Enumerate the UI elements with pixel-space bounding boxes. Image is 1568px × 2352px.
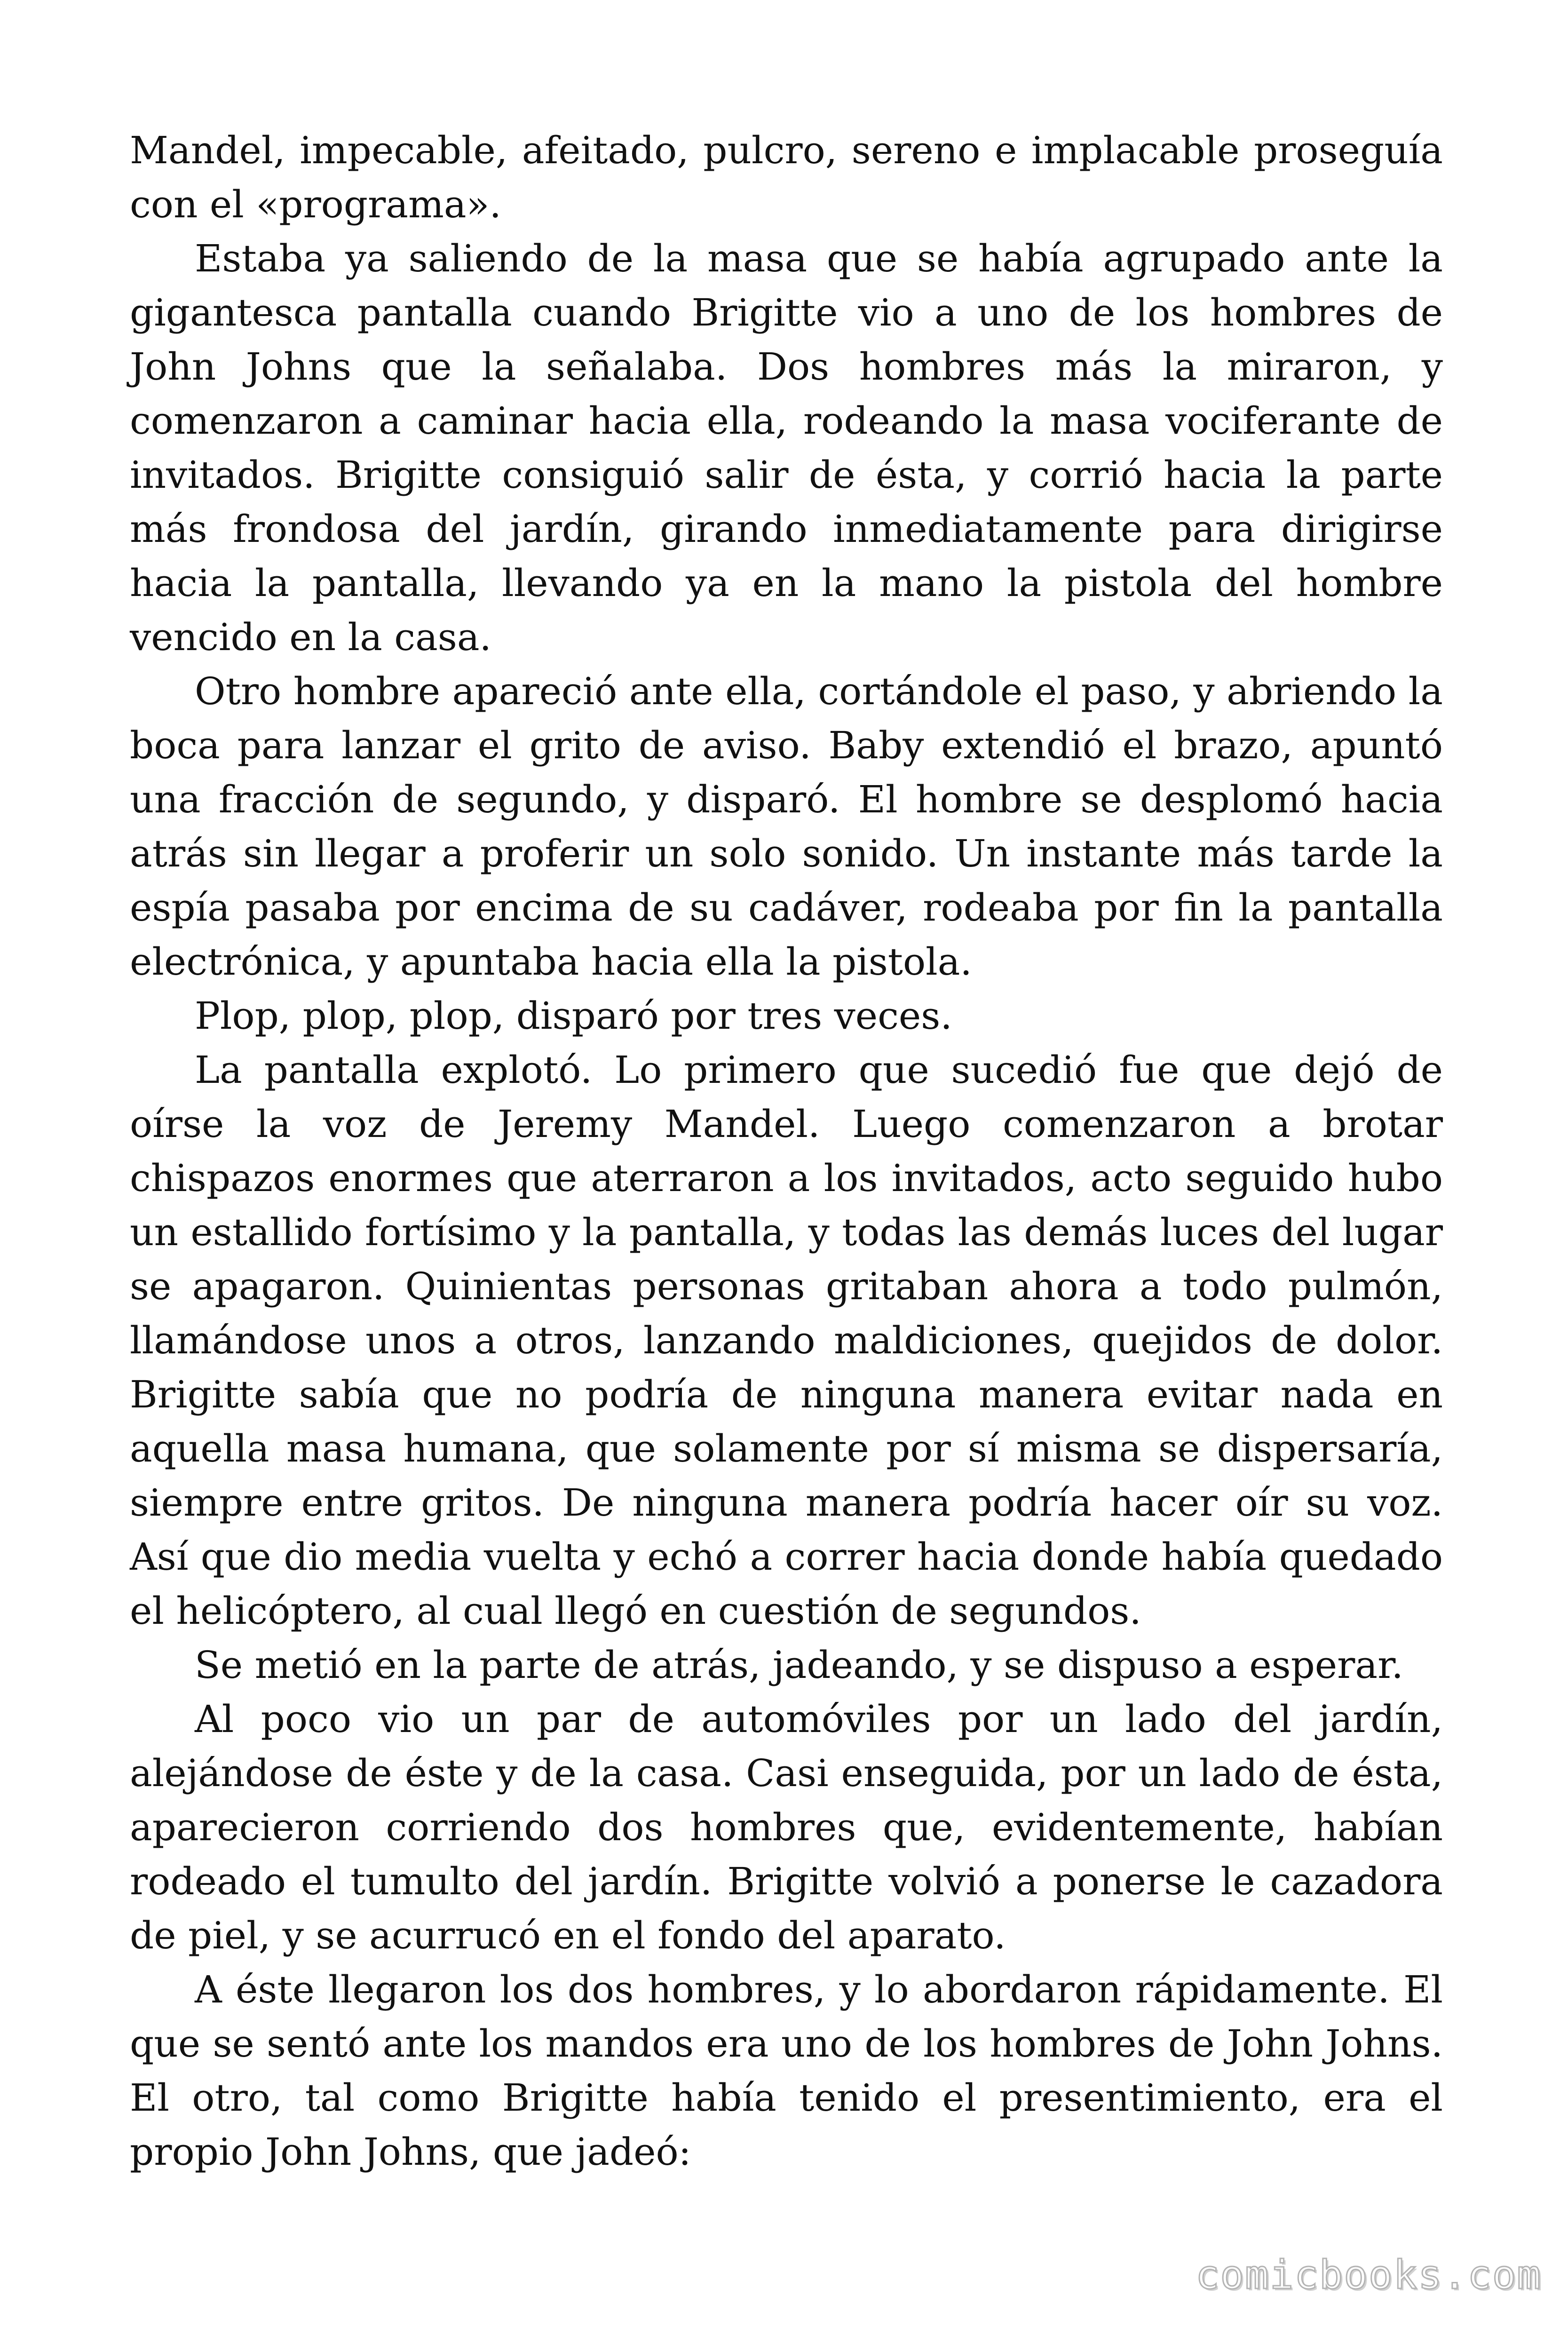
paragraph-7: Al poco vio un par de automóviles por un lado del jardín, alejándose de éste y de la casa. Casi enseguida, por un lado de ésta, aparecieron corriendo dos hombres que, evidentemente, habían rodeado el tumulto del jardín. Brigitte volvió a ponerse le cazadora de piel, y se acurrucó en el fondo del aparato.: [130, 1697, 1443, 1957]
paragraph-1: Mandel, impecable, afeitado, pulcro, sereno e implacable proseguía con el «programa».: [130, 128, 1443, 226]
paragraph-6: Se metió en la parte de atrás, jadeando, y se dispuso a esperar.: [195, 1643, 1403, 1687]
paragraph-5: La pantalla explotó. Lo primero que sucedió fue que dejó de oírse la voz de Jeremy Mandel. Luego comenzaron a brotar chispazos enormes que aterraron a los invitados, acto seguido hubo un estallido fortísimo y la pantalla, y todas las demás luces del lugar se apagaron. Quinientas personas gritaban ahora a todo pulmón, llamándose unos a otros, lanzando maldiciones, quejidos de dolor. Brigitte sabía que no podría de ninguna manera evitar nada en aquella masa humana, que solamente por sí misma se dispersaría, siempre entre gritos. De ninguna manera podría hacer oír su voz. Así que dio media vuelta y echó a correr hacia donde había quedado el helicóptero, al cual llegó en cuestión de segundos.: [130, 1048, 1443, 1633]
paragraph-2: Estaba ya saliendo de la masa que se había agrupado ante la gigantesca pantalla cuando Brigitte vio a uno de los hombres de John Johns que la señalaba. Dos hombres más la miraron, y comenzaron a caminar hacia ella, rodeando la masa vociferante de invitados. Brigitte consiguió salir de ésta, y corrió hacia la parte más frondosa del jardín, girando inmediatamente para dirigirse hacia la pantalla, llevando ya en la mano la pistola del hombre vencido en la casa.: [130, 237, 1443, 659]
book-page-text: [130, 123, 1443, 2179]
paragraph-3: Otro hombre apareció ante ella, cortándole el paso, y abriendo la boca para lanzar el grito de aviso. Baby extendió el brazo, apuntó una fracción de segundo, y disparó. El hombre se desplomó hacia atrás sin llegar a proferir un solo sonido. Un instante más tarde la espía pasaba por encima de su cadáver, rodeaba por fin la pantalla electrónica, y apuntaba hacia ella la pistola.: [130, 669, 1443, 984]
paragraph-8: A éste llegaron los dos hombres, y lo abordaron rápidamente. El que se sentó ante los mandos era uno de los hombres de John Johns. El otro, tal como Brigitte había tenido el presentimiento, era el propio John Johns, que jadeó:: [130, 1968, 1443, 2174]
paragraph-4: Plop, plop, plop, disparó por tres veces.: [195, 994, 952, 1038]
watermark-text: comicbooks.com: [1195, 2252, 1542, 2298]
